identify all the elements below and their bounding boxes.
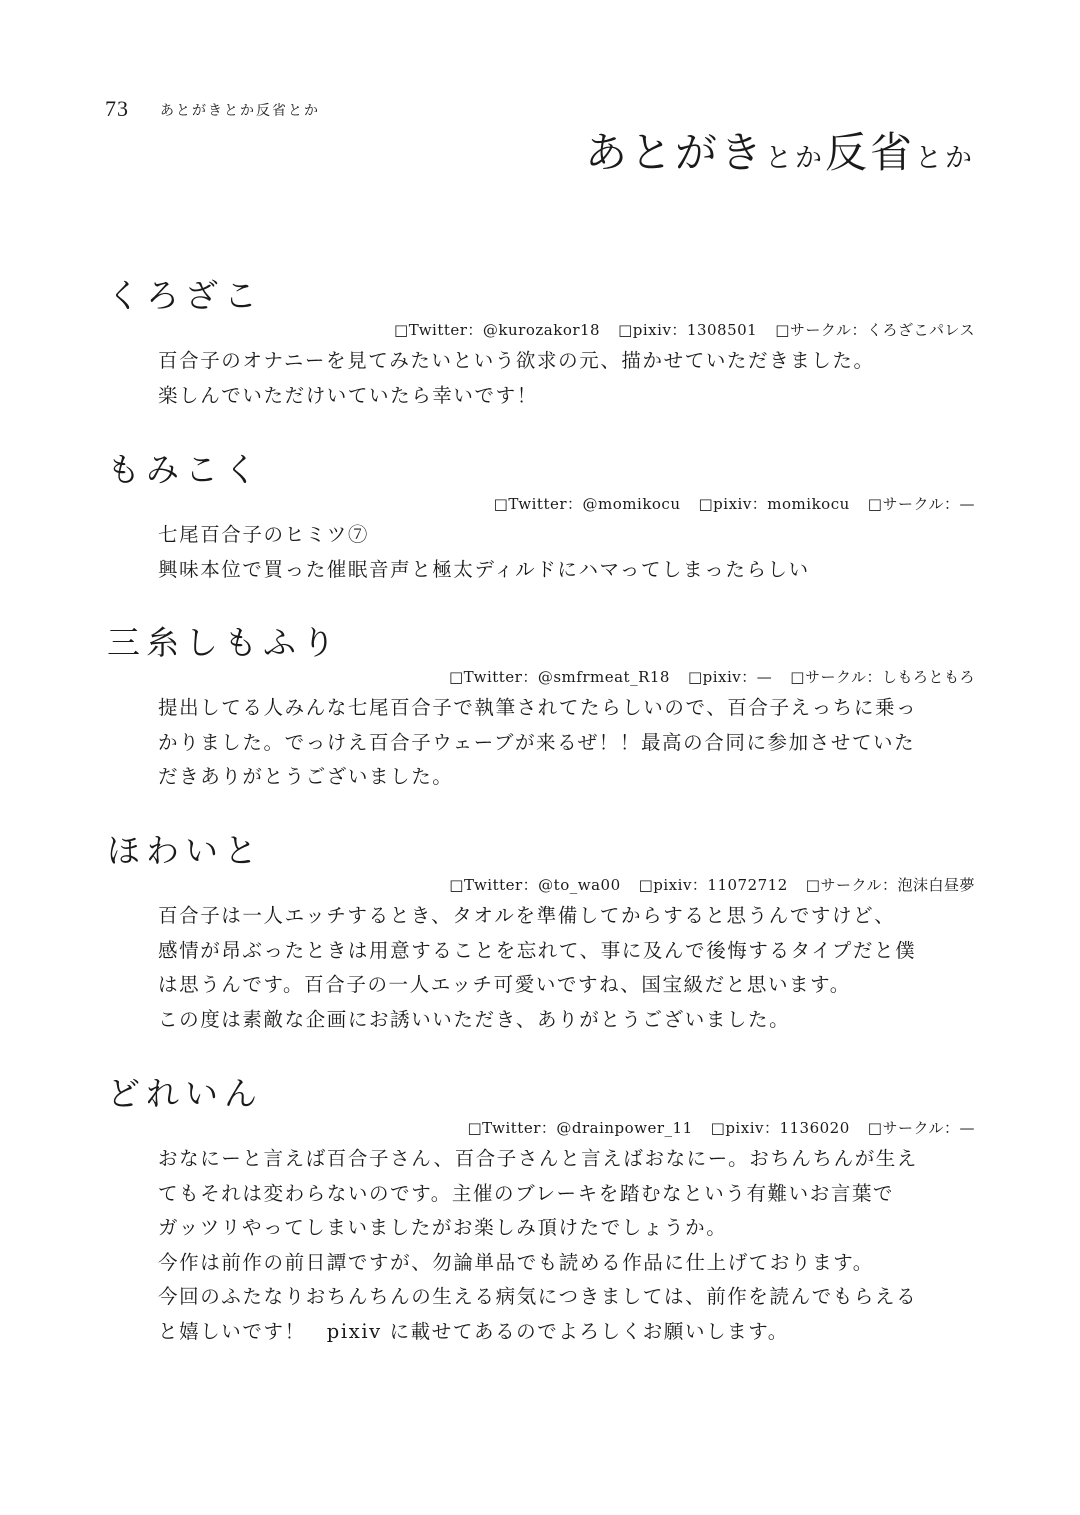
twitter-handle: □Twitter：@smfrmeat_R18 <box>448 668 670 686</box>
circle-name: □サークル：— <box>867 1119 975 1137</box>
comment-line: 今回のふたなりおちんちんの生える病気につきましては、前作を読んでもらえる <box>158 1285 918 1308</box>
author-name: ほわいと <box>107 831 263 870</box>
circle-name: □サークル：泡沫白昼夢 <box>805 876 975 894</box>
title-part: とか <box>764 143 825 174</box>
comment-text <box>158 899 978 1037</box>
twitter-handle: □Twitter：@drainpower_11 <box>467 1119 693 1137</box>
title-part: あとがき <box>584 128 765 177</box>
author-name: くろざこ <box>107 276 263 315</box>
title-part: とか <box>915 143 975 174</box>
comment-line: おなにーと言えば百合子さん、百合子さんと言えばおなにー。おちんちんが生え <box>158 1147 918 1170</box>
title-part: 反省 <box>824 128 915 177</box>
pixiv-id: □pixiv：— <box>687 668 773 686</box>
comment-text <box>158 344 978 413</box>
comment-line: 今作は前作の前日譚ですが、勿論単品でも読める作品に仕上げております。 <box>158 1250 874 1274</box>
author-links <box>449 666 975 687</box>
comment-line: 興味本位で買った催眠音声と極太ディルドにハマってしまったらしい <box>158 557 810 581</box>
author-name: 三糸しもふり <box>107 623 341 662</box>
twitter-handle: □Twitter：@momikocu <box>493 495 681 513</box>
comment-text <box>158 691 978 795</box>
author-name: もみこく <box>107 450 263 489</box>
comment-line: かりました。でっけえ百合子ウェーブが来るぜ！！最高の合同に参加させていた <box>158 730 916 754</box>
comment-line: この度は素敵な企画にお誘いいただき、ありがとうございました。 <box>158 1007 791 1031</box>
comment-line: ガッツリやってしまいましたがお楽しみ頂けたでしょうか。 <box>158 1216 728 1239</box>
comment-line: 七尾百合子のヒミツ⑦ <box>158 523 370 546</box>
comment-line: と嬉しいです！ pixiv に載せてあるのでよろしくお願いします。 <box>158 1319 789 1343</box>
pixiv-id: □pixiv：1136020 <box>710 1119 850 1137</box>
pixiv-id: □pixiv：momikocu <box>698 495 850 513</box>
page-title <box>585 120 975 180</box>
pixiv-id: □pixiv：1308501 <box>618 321 758 339</box>
comment-line: 百合子は一人エッチするとき、タオルを準備してからすると思うんですけど、 <box>158 904 896 927</box>
comment-line: 百合子のオナニーを見てみたいという欲求の元、描かせていただきました。 <box>158 349 875 372</box>
author-name: どれいん <box>107 1074 263 1113</box>
author-links <box>494 493 975 514</box>
author-links <box>467 1117 975 1138</box>
comment-line: は思うんです。百合子の一人エッチ可愛いですね、国宝級だと思います。 <box>158 973 851 996</box>
comment-line: だきありがとうございました。 <box>158 765 454 788</box>
comment-line: 感情が昂ぶったときは用意することを忘れて、事に及んで後悔するタイプだと僕 <box>158 938 917 962</box>
comment-line: 提出してる人みんな七尾百合子で執筆されてたらしいので、百合子えっちに乗っ <box>158 696 918 719</box>
comment-text <box>158 1142 978 1349</box>
twitter-handle: □Twitter：@to_wa00 <box>449 876 621 894</box>
author-links <box>394 319 975 340</box>
comment-text <box>158 518 978 587</box>
author-links <box>449 874 975 895</box>
comment-line: 楽しんでいただけいていたら幸いです！ <box>158 383 538 407</box>
pixiv-id: □pixiv：11072712 <box>638 876 788 894</box>
comment-line: てもそれは変わらないのです。主催のブレーキを踏むなという有難いお言葉で <box>158 1181 895 1205</box>
running-head: あとがきとか反省とか <box>160 103 320 119</box>
circle-name: □サークル：しもろともろ <box>790 668 975 686</box>
circle-name: □サークル：くろざこパレス <box>775 321 975 339</box>
twitter-handle: □Twitter：@kurozakor18 <box>394 321 601 339</box>
circle-name: □サークル：— <box>867 495 975 513</box>
page-number: 73 <box>105 96 129 121</box>
